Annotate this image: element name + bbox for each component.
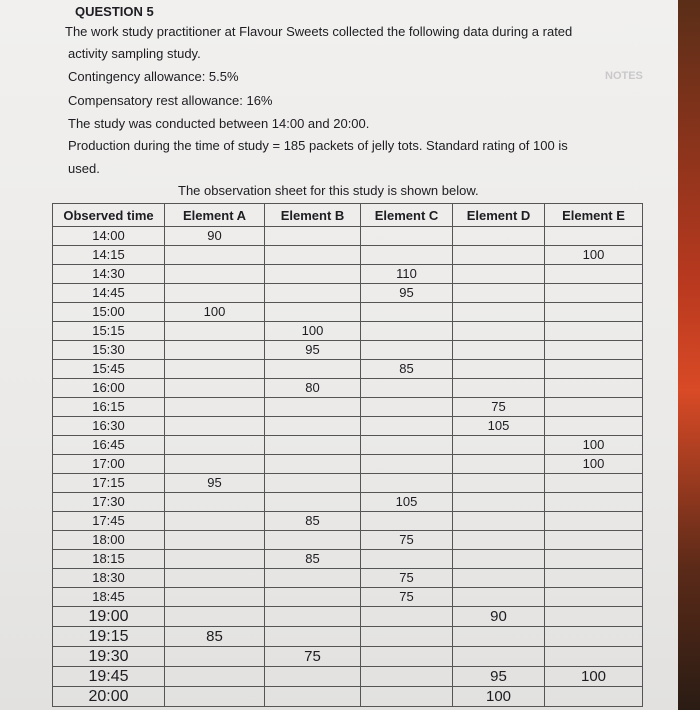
rating-cell [453,627,545,647]
table-row [53,667,643,687]
table-row [53,493,643,512]
rating-cell: 75 [361,531,453,550]
rating-cell [265,455,361,474]
observed-time-cell: 14:45 [53,284,165,303]
rating-cell [545,627,643,647]
table-header-row [53,204,643,227]
table-row [53,627,643,647]
study-period: The study was conducted between 14:00 and 20:00. [68,116,370,131]
rating-cell [165,512,265,531]
rating-cell [165,550,265,569]
rating-cell [165,398,265,417]
rating-cell: 90 [165,227,265,246]
rating-cell [453,647,545,667]
contingency-allowance: Contingency allowance: 5.5% [68,69,239,84]
rating-cell [453,284,545,303]
observed-time-cell: 14:15 [53,246,165,265]
rating-cell [453,474,545,493]
observed-time-cell: 19:15 [53,627,165,647]
table-caption: The observation sheet for this study is shown below. [178,183,479,198]
rating-cell: 85 [265,512,361,531]
table-row [53,687,643,707]
rating-cell [165,341,265,360]
observed-time-cell: 18:00 [53,531,165,550]
observed-time-cell: 19:45 [53,667,165,687]
table-row [53,512,643,531]
rating-cell [265,303,361,322]
rating-cell [165,667,265,687]
rating-cell [545,474,643,493]
production-info: Production during the time of study = 185 packets of jelly tots. Standard rating of 100 is [68,138,568,153]
rating-cell: 90 [453,607,545,627]
rating-cell [165,322,265,341]
rating-cell [545,360,643,379]
rating-cell [361,627,453,647]
rating-cell [545,417,643,436]
observed-time-cell: 17:15 [53,474,165,493]
observed-time-cell: 19:30 [53,647,165,667]
rating-cell [361,379,453,398]
observed-time-cell: 15:15 [53,322,165,341]
table-row [53,417,643,436]
rating-cell [361,436,453,455]
table-row [53,284,643,303]
rating-cell: 100 [165,303,265,322]
background-edge [678,0,700,710]
rating-cell [545,398,643,417]
observed-time-cell: 15:45 [53,360,165,379]
rating-cell [545,588,643,607]
rating-cell: 95 [453,667,545,687]
rating-cell [361,550,453,569]
rating-cell [165,436,265,455]
observed-time-cell: 19:00 [53,607,165,627]
observed-time-cell: 16:45 [53,436,165,455]
rating-cell [453,379,545,398]
rating-cell [361,455,453,474]
rating-cell [265,265,361,284]
rating-cell [265,436,361,455]
rating-cell [361,647,453,667]
rating-cell: 100 [545,246,643,265]
rating-cell [453,265,545,284]
table-row [53,436,643,455]
rating-cell [361,303,453,322]
rating-cell [265,284,361,303]
rating-cell: 95 [265,341,361,360]
rating-cell [545,341,643,360]
rating-cell [265,360,361,379]
rating-cell [453,227,545,246]
rating-cell [265,627,361,647]
column-header: Element A [165,204,265,227]
column-header: Element D [453,204,545,227]
rating-cell [545,607,643,627]
rating-cell [265,474,361,493]
rating-cell [265,607,361,627]
rating-cell [361,607,453,627]
rating-cell: 75 [453,398,545,417]
observed-time-cell: 17:00 [53,455,165,474]
rating-cell: 110 [361,265,453,284]
table-row [53,227,643,246]
rating-cell: 100 [545,667,643,687]
rating-cell [165,531,265,550]
rating-cell [453,531,545,550]
rating-cell [545,647,643,667]
intro-line: The work study practitioner at Flavour Sweets collected the following data during a rated [65,24,573,39]
rating-cell: 75 [361,569,453,588]
rating-cell [545,303,643,322]
observed-time-cell: 16:00 [53,379,165,398]
rating-cell [545,493,643,512]
rating-cell: 80 [265,379,361,398]
column-header: Observed time [53,204,165,227]
table-row [53,588,643,607]
table-row [53,455,643,474]
rating-cell [265,588,361,607]
rating-cell [453,360,545,379]
rating-cell: 85 [165,627,265,647]
observed-time-cell: 16:30 [53,417,165,436]
rating-cell [265,398,361,417]
table-row [53,265,643,284]
observed-time-cell: 14:30 [53,265,165,284]
table-row [53,550,643,569]
table-row [53,474,643,493]
rating-cell [165,569,265,588]
rating-cell [361,227,453,246]
rating-cell [453,436,545,455]
rating-cell [545,512,643,531]
rating-cell [265,246,361,265]
rating-cell [545,265,643,284]
rating-cell: 105 [453,417,545,436]
rating-cell [361,687,453,707]
rating-cell [361,474,453,493]
table-row [53,569,643,588]
observation-table [52,203,643,707]
table-row [53,647,643,667]
rating-cell [361,417,453,436]
rating-cell [453,455,545,474]
rating-cell [361,341,453,360]
rating-cell: 85 [265,550,361,569]
rating-cell: 100 [545,455,643,474]
observed-time-cell: 15:00 [53,303,165,322]
rating-cell [545,687,643,707]
faint-stamp: NOTES [605,70,643,82]
rating-cell [165,455,265,474]
rating-cell [165,607,265,627]
table-row [53,246,643,265]
rating-cell [361,322,453,341]
rating-cell [453,569,545,588]
observed-time-cell: 17:30 [53,493,165,512]
column-header: Element E [545,204,643,227]
table-body [53,227,643,707]
rating-cell: 85 [361,360,453,379]
observed-time-cell: 14:00 [53,227,165,246]
rating-cell [265,493,361,512]
rating-cell [453,303,545,322]
rating-cell: 95 [165,474,265,493]
rating-cell [361,512,453,531]
rating-cell [165,588,265,607]
rating-cell [361,246,453,265]
observed-time-cell: 20:00 [53,687,165,707]
rating-cell [165,687,265,707]
rating-cell: 100 [545,436,643,455]
rating-cell [545,531,643,550]
question-heading: QUESTION 5 [75,4,154,19]
intro-line: used. [68,161,100,176]
observed-time-cell: 17:45 [53,512,165,531]
rating-cell [453,493,545,512]
table-row [53,360,643,379]
rating-cell: 100 [265,322,361,341]
rating-cell [453,588,545,607]
table-row [53,531,643,550]
rating-cell [545,569,643,588]
column-header: Element C [361,204,453,227]
rating-cell [165,284,265,303]
rating-cell [361,667,453,687]
rating-cell: 100 [453,687,545,707]
table-row [53,379,643,398]
table-row [53,341,643,360]
rating-cell [453,341,545,360]
observed-time-cell: 18:45 [53,588,165,607]
rating-cell [453,322,545,341]
table-row [53,322,643,341]
table-row [53,607,643,627]
rating-cell [453,550,545,569]
rating-cell [165,493,265,512]
table-row [53,398,643,417]
table-row [53,303,643,322]
rating-cell [165,246,265,265]
rating-cell: 75 [265,647,361,667]
rating-cell: 95 [361,284,453,303]
rating-cell [165,647,265,667]
rating-cell [545,227,643,246]
rating-cell [265,687,361,707]
intro-line: activity sampling study. [68,46,201,61]
rating-cell [361,398,453,417]
rating-cell [545,284,643,303]
rating-cell [453,512,545,531]
rating-cell [265,569,361,588]
rating-cell [165,360,265,379]
column-header: Element B [265,204,361,227]
rating-cell [265,667,361,687]
rating-cell [545,322,643,341]
observed-time-cell: 15:30 [53,341,165,360]
observed-time-cell: 18:30 [53,569,165,588]
rating-cell: 105 [361,493,453,512]
rating-cell [165,417,265,436]
rating-cell [265,417,361,436]
observed-time-cell: 18:15 [53,550,165,569]
rating-cell [545,379,643,398]
rating-cell [453,246,545,265]
compensatory-rest-allowance: Compensatory rest allowance: 16% [68,93,273,108]
rating-cell [165,265,265,284]
rating-cell: 75 [361,588,453,607]
rating-cell [545,550,643,569]
rating-cell [165,379,265,398]
rating-cell [265,531,361,550]
rating-cell [265,227,361,246]
observed-time-cell: 16:15 [53,398,165,417]
